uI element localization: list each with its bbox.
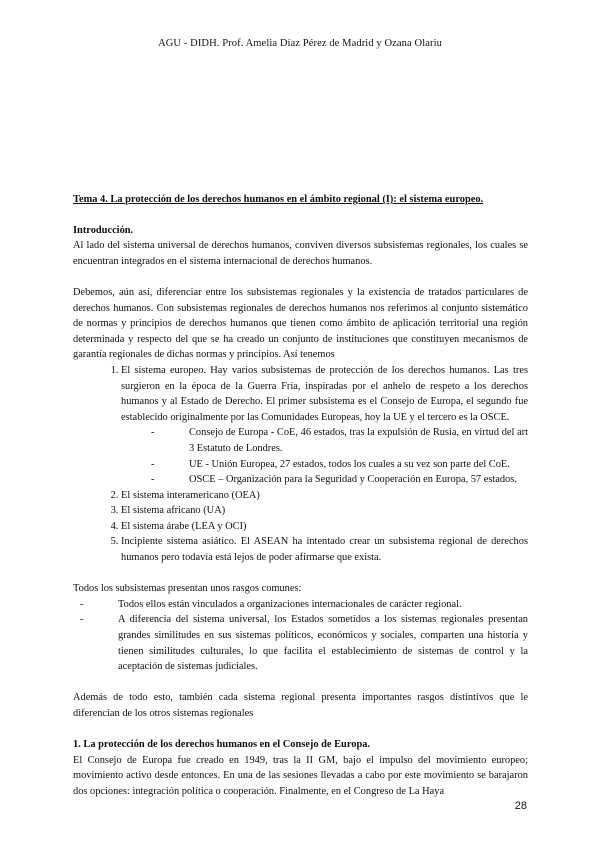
- spacer: [73, 269, 528, 285]
- regional-systems-list: [73, 363, 528, 566]
- document-body: [73, 192, 528, 800]
- spacer: [73, 675, 528, 691]
- intro-paragraph: Al lado del sistema universal de derechos humanos, conviven diversos subsistemas regionales, los cuales se encuentran integrados en el sistema internacional de derechos humanos.: [73, 240, 528, 267]
- list-item: 2. El sistema interamericano (OEA): [121, 488, 528, 504]
- list-item: 5. Incipiente sistema asiático. El ASEAN ha intentado crear un subsistema regional de derechos humanos pero todavía está lejos de poder afirmarse que exista.: [121, 534, 528, 565]
- list-item: 3. El sistema africano (UA): [121, 503, 528, 519]
- common-traits-list: [118, 597, 528, 675]
- list-item: - A diferencia del sistema universal, los Estados sometidos a los sistemas regionales presentan grandes similitudes en sus sistemas políticos, económicos y sociales, comparten una historia y tienen similitudes culturales, lo que facilita el establecimiento de sistemas de control y la aceptación de sistemas judiciales.: [118, 612, 528, 674]
- list-item: - Todos ellos están vinculados a organizaciones internacionales de carácter regional.: [118, 597, 528, 613]
- list-item: - OSCE – Organización para la Seguridad y Cooperación en Europa, 57 estados.: [189, 472, 528, 488]
- paragraph-regional-subsystems: Debemos, aún así, diferenciar entre los subsistemas regionales y la existencia de tratados particulares de derechos humanos. Con subsistemas regionales de derechos humanos nos referimos al conjunto sistemático de normas y principios de derechos humanos que tienen como ámbito de aplicación territorial una región determinada y respecto del que se ha creado un conjunto de instituciones que constituyen mecanismos de garantía regionales de dichas normas y principios. Así tenemos: [73, 286, 528, 361]
- page-number: 28: [514, 800, 527, 812]
- spacer: [73, 566, 528, 582]
- list-item: [121, 363, 528, 488]
- intro-heading: Introducción.: [73, 224, 134, 236]
- list-item: - Consejo de Europa - CoE, 46 estados, tras la expulsión de Rusia, en virtud del art 3 Estatuto de Londres.: [189, 425, 528, 456]
- chapter-title: Tema 4. La protección de los derechos humanos en el ámbito regional (I): el sistema europeo.: [73, 194, 484, 205]
- section-heading: 1. La protección de los derechos humanos en el Consejo de Europa.: [73, 739, 371, 751]
- section-paragraph: El Consejo de Europa fue creado en 1949, tras la II GM, bajo el impulso del movimiento europeo; movimiento activo desde entonces. En una de las sesiones llevadas a cabo por este movimiento se barajaron dos opciones: integración política o cooperación. Finalmente, en el Congreso de La Haya: [73, 754, 528, 797]
- list-item: 4. El sistema árabe (LEA y OCI): [121, 519, 528, 535]
- paragraph-distinctive-traits: Además de todo esto, también cada sistema regional presenta importantes rasgos distintivos que le diferencian de los otros sistemas regionales: [73, 692, 528, 719]
- spacer: [73, 722, 528, 738]
- list-item-text: El sistema europeo. Hay varios subsistemas de protección de los derechos humanos. Las tres surgieron en la época de la Guerra Fría, inspiradas por el anhelo de respeto a los derechos humanos y al Estado de Derecho. El primer subsistema es el Consejo de Europa, el segundo fue establecido originalmente por las Comunidades Europeas, hoy la UE y el tercero es la OSCE.: [121, 364, 528, 423]
- common-traits-intro: Todos los subsistemas presentan unos rasgos comunes:: [73, 583, 302, 595]
- european-subsystems-list: [189, 425, 528, 487]
- list-item: - UE - Unión Europea, 27 estados, todos los cuales a su vez son parte del CoE.: [189, 457, 528, 473]
- page-header: AGU - DIDH. Prof. Amelia Díaz Pérez de Madrid y Ozana Olariu: [158, 38, 442, 49]
